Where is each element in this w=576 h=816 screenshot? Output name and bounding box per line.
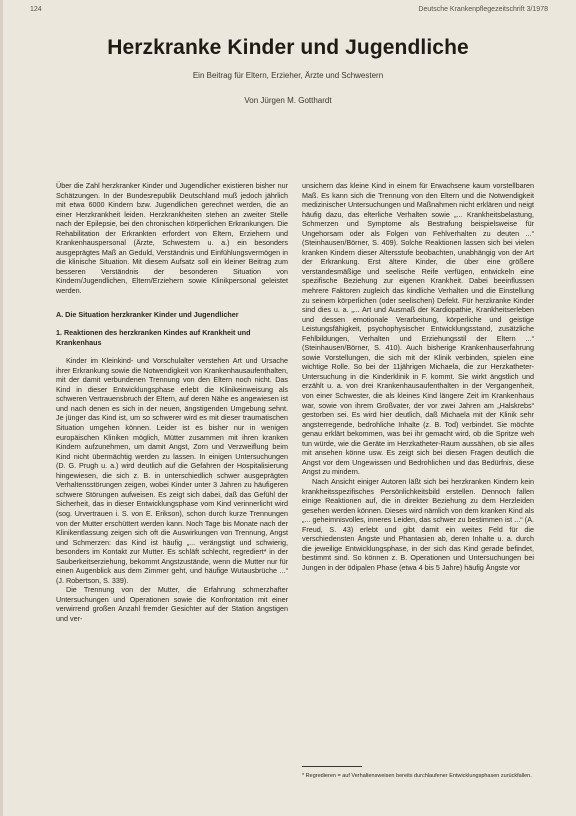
body-paragraph: Kinder im Kleinkind- und Vorschulalter verstehen Art und Ursache ihrer Erkrankung sowie die Notwendigkeit von Krankenhausaufenthalten, mit der damit verbundenen Trennung von den Eltern noch nicht. Das Kind in dieser Entwicklungsphase erlebt die Klinikeinweisung als schweren Vertrauensbruch der Eltern, auf deren Nähe es angewiesen ist und nach denen es sich in der neuen, ängstigenden Umgebung sehnt. Je jünger das Kind ist, um so schwerer wird es mit dieser traumatischen Situation umgehen können. Leider ist es bisher nur in wenigen europäischen Kliniken möglich, Mütter zusammen mit ihren kranken Kindern aufzunehmen, um damit Angst, Zorn und Verzweiflung beim Kind nicht übermächtig werden zu lassen. In einigen Untersuchungen (D. G. Prugh u. a.) wird deutlich auf die Gefahren der Hospitalisierung hingewiesen, die sich z. B. in unterschiedlich schwer ausgeprägten Verhaltensstörungen zeigen, wobei Kinder unter 3 Jahren zu häufigeren schwere Störungen aufweisen. Es zeigt sich dabei, daß das Gefühl der Sicherheit, das in dieser Entwicklungsphase vom Kind verinnerlicht wird (sog. Urvertrauen i. S. von E. Erikson), schon durch kurze Trennungen von der Mutter erschüttert werden kann. Noch Tage bis Monate nach der Klinikentlassung zeigen sich oft die Auswirkungen von Trennung, Angst und Schmerzen: das Kind ist häufig „... verängstigt und schwierig, besonders im Kontakt zur Mutter. Es schläft schlecht, regrediert* in der Sauberkeitserziehung, bekommt Angstzustände, wenn die Mutter nur für einen Augenblick aus dem Zimmer geht, und häufige Wutausbrüche ...“ (J. Robertson, S. 339). — [56, 356, 288, 585]
subsection-heading-1: 1. Reaktionen des herzkranken Kindes auf Krankheit und Krankenhaus — [56, 328, 251, 347]
page-edge-shadow — [0, 0, 3, 816]
running-header — [30, 6, 548, 18]
page-number: 124 — [30, 6, 42, 13]
footnote-divider — [302, 766, 362, 767]
left-column — [56, 181, 288, 624]
footnote: * Regredieren = auf Verhaltensweisen bereits durchlaufener Entwicklungsphasen zurückfallen. — [302, 773, 532, 779]
article-title: Herzkranke Kinder und Jugendliche — [107, 36, 469, 59]
right-column — [302, 181, 534, 572]
journal-title: Deutsche Krankenpflegezeitschrift 3/1978 — [418, 6, 548, 13]
article-subtitle: Ein Beitrag für Eltern, Erzieher, Ärzte und Schwestern — [192, 71, 384, 80]
intro-paragraph: Über die Zahl herzkranker Kinder und Jugendlicher existieren bisher nur Schätzungen. In der Bundesrepublik Deutschland muß jedoch jährlich mit etwa 6000 Kindern bzw. Jugendlichen gerechnet werden, die an einer Herzkrankheit leiden. Herzkrankheiten stehen an zweiter Stelle nach der Epilepsie, bei den chronischen körperlichen Erkrankungen. Die Rehabilitation der Erkrankten erfordert von Eltern, Erziehern und Krankenhauspersonal (Ärzte, Schwestern u. a.) ein besonders ausgeprägtes Maß an Geduld, Verständnis und Einfühlungsvermögen in die klinische Situation. Mit diesem Aufsatz soll ein kleiner Beitrag zum besseren Verständnis der besonderen Situation von Kindern/Jugendlichen, Eltern/Erziehern sowie Klinikpersonal geleistet werden. — [56, 181, 288, 296]
article-author: Von Jürgen M. Gotthardt — [244, 96, 332, 105]
body-paragraph: Die Trennung von der Mutter, die Erfahrung schmerzhafter Untersuchungen und Operationen sowie die Konfrontation mit einer verwirrend großen Anzahl fremder Gesichter auf der Station ängstigen und ver- — [56, 585, 288, 623]
body-paragraph: Nach Ansicht einiger Autoren läßt sich bei herzkranken Kindern kein krankheitsspezifisches Persönlichkeitsbild erstellen. Dennoch fallen einige Reaktionen auf, die in direkter Beziehung zu dem Herzleiden gesehen werden können. Dieses wird nämlich von dem kranken Kind als „... geheimnisvolles, inneres Leiden, das schwer zu bestimmen ist ...“ (A. Freud, S. 43) erlebt und gibt damit ein weites Feld für die verschiedensten Ängste und Phantasien ab, deren Inhalte u. a. durch die jeweilige Entwicklungsphase, in der sich das Kind gerade befindet, bestimmt sind. So können z. B. Operationen und Untersuchungen bei Jungen in der ödipalen Phase (etwa 4 bis 5 Jahre) häufig Ängste vor — [302, 476, 534, 572]
body-paragraph: unsichern das kleine Kind in einem für Erwachsene kaum vorstellbaren Maß. Es kann sich die Trennung von den Eltern und die Notwendigkeit medizinischer Untersuchungen und Maßnahmen nicht erklären und neigt häufig dazu, das elterliche Verhalten sowie „... Krankheitsbelastung, Schmerzen und Symptome als Bestrafung beispielsweise für Ungehorsam oder als Folgen von Fehlverhalten zu deuten ...“ (Steinhausen/Börner, S. 409). Solche Reaktionen lassen sich bei vielen kranken Kindern dieser Altersstufe beobachten, unabhängig von der Art der Erkrankung. Erst ältere Kinder, die über eine größere verstandesmäßige und seelische Reife verfügen, entwickeln eine spezifische Beziehung zur eigenen Krankheit. Dabei beeinflussen mehrere Faktoren zugleich das kindliche Verhalten und die Einstellung zu seinem körperlichen (oder seelischen) Defekt. Für herzkranke Kinder sind dies u. a. „... Art und Ausmaß der Kardiopathie, Krankheitserleben und dessen emotionale Verarbeitung, körperliche und geistige Leistungsfähigkeit, psychophysischer Entwicklungsstand, zusätzliche Fehlbildungen, Verhalten und Erziehungsstil der Eltern ...“ (Steinhausen/Börner, S. 410). Auch bisherige Krankenhauserfahrung sowie Vorstellungen, die sich mit der Klinik verbinden, spielen eine wichtige Rolle. So bei der 11jährigen Michaela, die zur Herzkatheter-Untersuchung in die Kinderklinik in F. kommt. Sie wirkt ängstlich und erzählt u. a. von drei Krankenhausaufenthalten in der Vergangenheit, von einer Schwester, die als kleines Kind längere Zeit im Krankenhaus war, sowie von ihrem Großvater, der vor zwei Jahren am „Halskrebs“ gestorben sei. Es wird hier deutlich, daß Michaela mit der Klinik sehr angsterregende, bedrohliche Inhalte (z. B. Tod) verbindet. Sie möchte genau erklärt bekommen, was bei ihr gemacht wird, ob die Spritze weh tun würde, wie die Geräte im Herzkatheter-Raum aussähen, ob sie alles mit ansehen könne usw. Es zeigt sich bei diesen Fragen deutlich die Angst vor dem Ungewissen und Bedrohlichen und das Bedürfnis, diese Angst zu mindern. — [302, 181, 534, 477]
section-heading-a: A. Die Situation herzkranker Kinder und Jugendlicher — [56, 309, 239, 319]
